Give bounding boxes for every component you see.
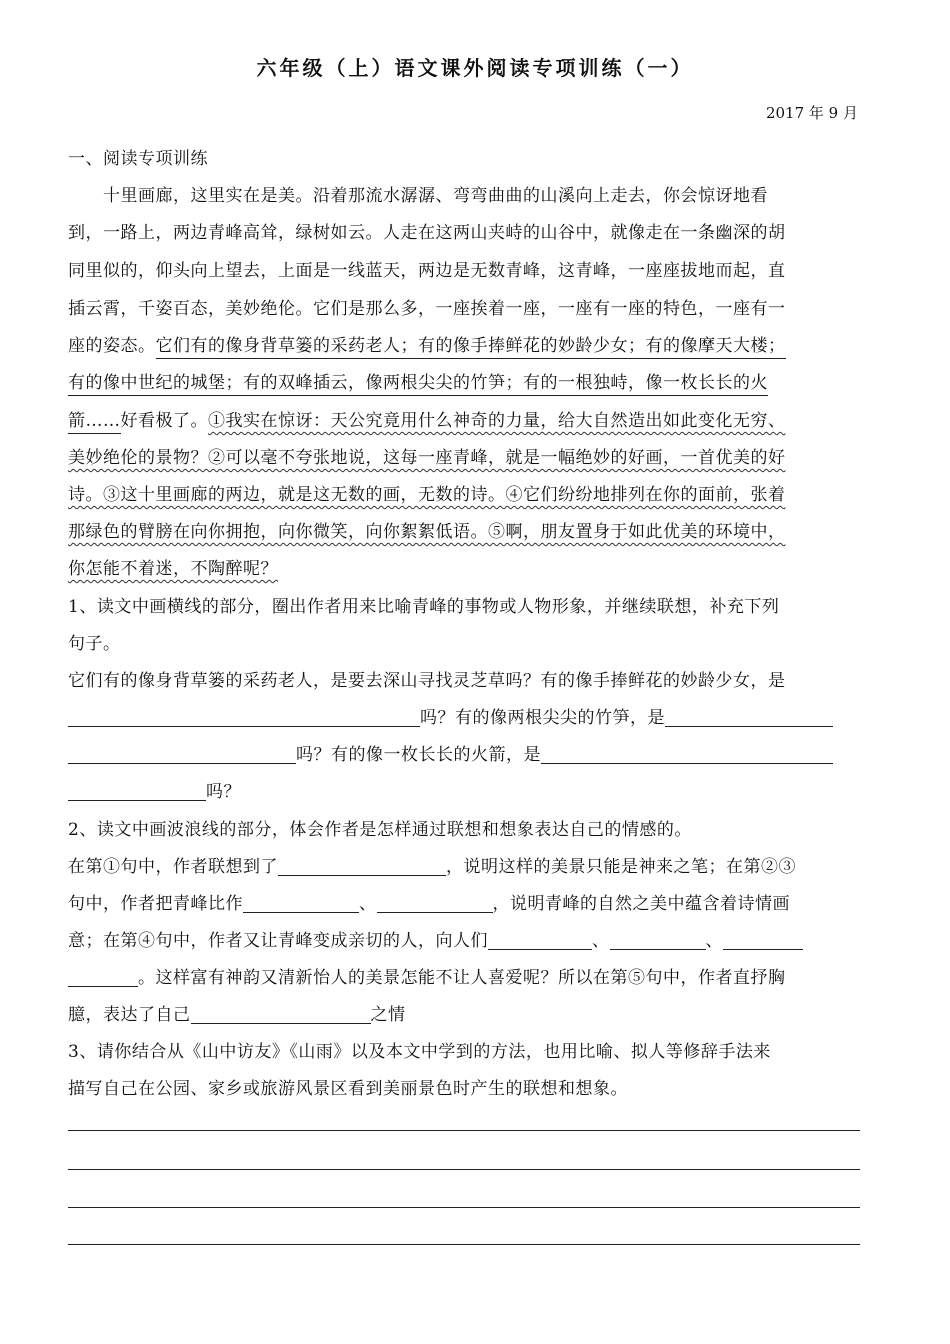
passage-line: 同里似的，仰头向上望去，上面是一线蓝天，两边是无数青峰，这青峰，一座座拔地而起，直 <box>68 261 786 281</box>
question-1-text: 它们有的像身背草篓的采药老人，是要去深山寻找灵芝草吗？有的像手捧鲜花的妙龄少女，是 <box>68 671 786 691</box>
passage-line: 到，一路上，两边青峰高耸，绿树如云。人走在这两山夹峙的山谷中，就像走在一条幽深的胡 <box>68 223 786 243</box>
wavy-underlined-text: ①我实在惊讶：天公究竟用什么神奇的力量，给大自然造出如此变化无穷、 <box>208 411 786 431</box>
answer-blank[interactable] <box>68 782 206 801</box>
answer-blank[interactable] <box>488 931 592 950</box>
passage-line: 插云霄，千姿百态，美妙绝伦。它们是那么多，一座挨着一座，一座有一座的特色，一座有一 <box>68 299 786 319</box>
passage-text: 好看极了。 <box>120 411 208 431</box>
straight-underlined-text: 箭…… <box>68 411 121 434</box>
date-label: 2017 年 9 月 <box>765 104 858 122</box>
question-text: 、 <box>705 931 723 951</box>
page-title: 六年级（上）语文课外阅读专项训练（一） <box>256 56 694 80</box>
question-text: 、 <box>359 894 377 914</box>
answer-blank[interactable] <box>723 931 803 950</box>
question-2-prompt: 2、读文中画波浪线的部分，体会作者是怎样通过联想和想象表达自己的情感的。 <box>68 820 692 840</box>
question-1-prompt: 1、读文中画横线的部分，圈出作者用来比喻青峰的事物或人物形象，并继续联想，补充下列 <box>68 597 780 617</box>
answer-blank[interactable] <box>243 894 359 913</box>
passage-line: 十里画廊，这里实在是美。沿着那流水潺潺、弯弯曲曲的山溪向上走去，你会惊讶地看 <box>68 186 768 206</box>
passage-line <box>68 517 860 542</box>
question-1-prompt: 句子。 <box>68 634 121 654</box>
passage-line <box>68 331 860 356</box>
question-2-text <box>68 963 860 988</box>
answer-blank[interactable] <box>191 1005 371 1024</box>
question-3-prompt: 描写自己在公园、家乡或旅游风景区看到美丽景色时产生的联想和想象。 <box>68 1079 628 1099</box>
answer-blank[interactable] <box>665 708 833 727</box>
answer-blank[interactable] <box>610 931 706 950</box>
writing-line[interactable] <box>68 1130 860 1131</box>
answer-blank[interactable] <box>68 708 420 727</box>
answer-blank[interactable] <box>541 745 833 764</box>
question-text: 在第①句中，作者联想到了 <box>68 857 278 877</box>
straight-underlined-text: 它们有的像身背草篓的采药老人；有的像手捧鲜花的妙龄少女；有的像摩天大楼； <box>156 336 786 359</box>
passage-line <box>68 480 860 505</box>
question-2-text <box>68 889 860 914</box>
answer-blank[interactable] <box>68 745 296 764</box>
question-1-text <box>68 777 860 802</box>
answer-blank[interactable] <box>68 968 138 987</box>
question-1-text <box>68 703 860 728</box>
question-2-text <box>68 1000 860 1025</box>
straight-underlined-text: 有的像中世纪的城堡；有的双峰插云，像两根尖尖的竹笋；有的一根独峙，像一枚长长的火 <box>68 373 768 396</box>
passage-line <box>68 554 860 579</box>
question-text: 句中，作者把青峰比作 <box>68 894 243 914</box>
wavy-underlined-text: 你怎能不着迷，不陶醉呢？ <box>68 559 278 579</box>
question-text: ，说明这样的美景只能是神来之笔；在第②③ <box>446 857 796 877</box>
question-text: ，说明青峰的自然之美中蕴含着诗情画 <box>492 894 790 914</box>
writing-line[interactable] <box>68 1169 860 1170</box>
question-2-text <box>68 926 860 951</box>
answer-blank[interactable] <box>278 857 446 876</box>
passage-text: 座的姿态。 <box>68 336 156 356</box>
question-text: 吗？有的像两根尖尖的竹笋，是 <box>420 708 665 728</box>
writing-line[interactable] <box>68 1244 860 1245</box>
section-heading: 一、阅读专项训练 <box>68 149 208 169</box>
wavy-underlined-text: 诗。③这十里画廊的两边，就是这无数的画，无数的诗。④它们纷纷地排列在你的面前，张着 <box>68 485 786 505</box>
question-text: 、 <box>592 931 610 951</box>
wavy-underlined-text: 那绿色的臂膀在向你拥抱，向你微笑，向你絮絮低语。⑤啊，朋友置身于如此优美的环境中， <box>68 522 786 542</box>
question-text: 吗？有的像一枚长长的火箭，是 <box>296 745 541 765</box>
passage-line <box>68 368 860 393</box>
question-text: 意；在第④句中，作者又让青峰变成亲切的人，向人们 <box>68 931 488 951</box>
question-3-prompt: 3、请你结合从《山中访友》《山雨》以及本文中学到的方法，也用比喻、拟人等修辞手法来 <box>68 1042 771 1062</box>
wavy-underlined-text: 美妙绝伦的景物？②可以毫不夸张地说，这每一座青峰，就是一幅绝妙的好画，一首优美的好 <box>68 448 786 468</box>
writing-line[interactable] <box>68 1207 860 1208</box>
question-text: 臆，表达了自己 <box>68 1005 191 1025</box>
question-text: 之情 <box>370 1005 406 1025</box>
question-2-text <box>68 852 860 877</box>
question-1-text <box>68 740 860 765</box>
passage-line <box>68 406 860 431</box>
answer-blank[interactable] <box>377 894 493 913</box>
passage-line <box>68 443 860 468</box>
question-text: 吗？ <box>206 782 241 802</box>
question-text: 。这样富有神韵又清新怡人的美景怎能不让人喜爱呢？所以在第⑤句中，作者直抒胸 <box>138 968 786 988</box>
